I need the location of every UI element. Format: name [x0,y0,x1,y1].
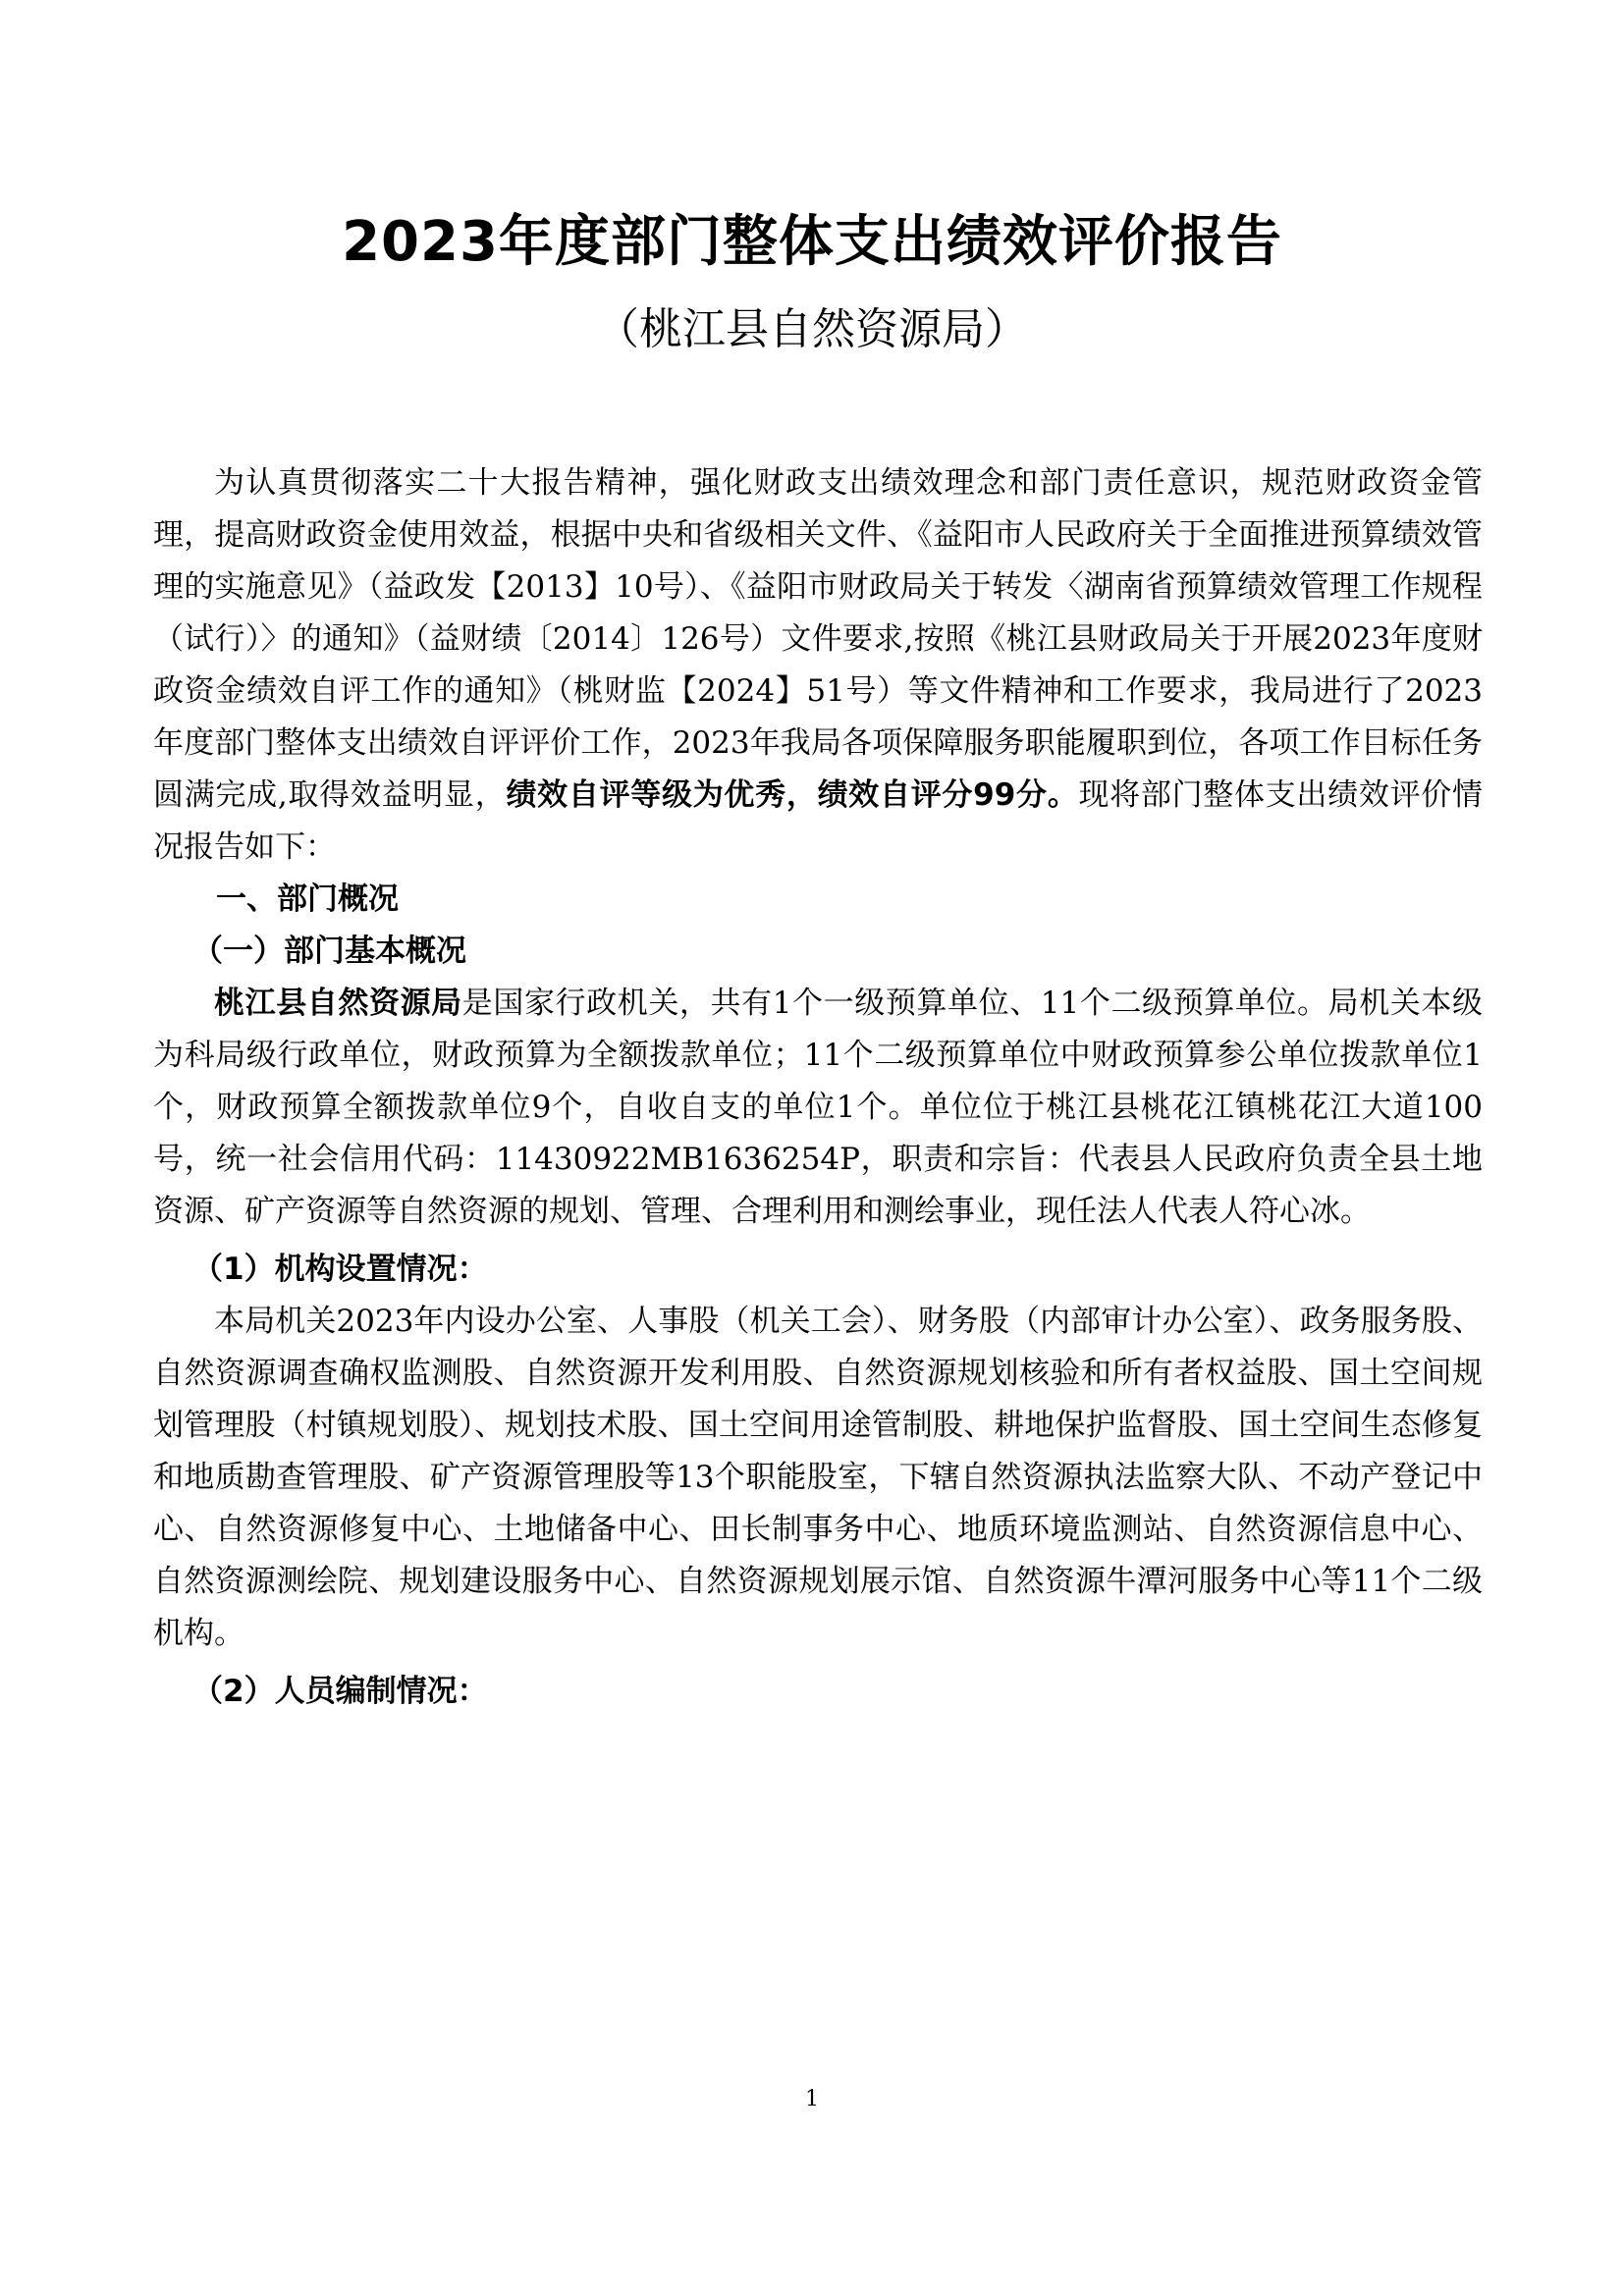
overview-paragraph [153,978,1483,1238]
report-subtitle: （桃江县自然资源局） [596,304,1028,354]
overview-text: 是国家行政机关，共有1个一级预算单位、11个二级预算单位。局机关本级为科局级行政单位，财政预算为全额拨款单位；11个二级预算单位中财政预算参公单位拨款单位1个，财政预算全额拨款单位9个，自收自支的单位1个。单位位于桃江县桃花江镇桃花江大道100号，统一社会信用代码：11430922MB1636254P，职责和宗旨：代表县人民政府负责全县土地资源、矿产资源等自然资源的规划、管理、合理利用和测绘事业，现任法人代表人符心冰。 [153,986,1483,1229]
intro-paragraph [153,457,1483,874]
intro-bold-score: 绩效自评等级为优秀，绩效自评分99分。 [506,777,1079,813]
report-body [153,457,1483,1718]
intro-text-end: 现将部门整体支出绩效评价情况报告如下： [153,777,1484,865]
report-title: 2023年度部门整体支出绩效评价报告 [342,210,1282,274]
subsection-heading-staffing: （2）人员编制情况： [192,1674,488,1709]
organization-paragraph: 本局机关2023年内设办公室、人事股（机关工会）、财务股（内部审计办公室）、政务服务股、自然资源调查确权监测股、自然资源开发利用股、自然资源规划核验和所有者权益股、国土空间规划管理股（村镇规划股）、规划技术股、国土空间用途管制股、耕地保护监督股、国土空间生态修复和地质勘查管理股、矿产资源管理股等13个职能股室，下辖自然资源执法监察大队、不动产登记中心、自然资源修复中心、土地储备中心、田长制事务中心、地质环境监测站、自然资源信息中心、自然资源测绘院、规划建设服务中心、自然资源规划展示馆、自然资源牛潭河服务中心等11个二级机构。 [153,1304,1483,1651]
intro-text: 为认真贯彻落实二十大报告精神，强化财政支出绩效理念和部门责任意识，规范财政资金管理，提高财政资金使用效益，根据中央和省级相关文件、《益阳市人民政府关于全面推进预算绩效管理的实施意见》（益政发【2013】10号）、《益阳市财政局关于转发〈湖南省预算绩效管理工作规程（试行）〉的通知》（益财绩〔2014〕126号）文件要求,按照《桃江县财政局关于开展2023年度财政资金绩效自评工作的通知》（桃财监【2024】51号）等文件精神和工作要求，我局进行了2023年度部门整体支出绩效自评评价工作，2023年我局各项保障服务职能履职到位，各项工作目标任务圆满完成,取得效益明显， [153,465,1483,813]
subsection-heading-basic: （一）部门基本概况 [192,934,466,969]
section-heading-overview: 一、部门概况 [216,881,399,917]
page-number: 1 [805,2087,819,2111]
overview-bold-lead: 桃江县自然资源局 [214,986,462,1021]
subsection-heading-organization: （1）机构设置情况： [192,1252,488,1287]
